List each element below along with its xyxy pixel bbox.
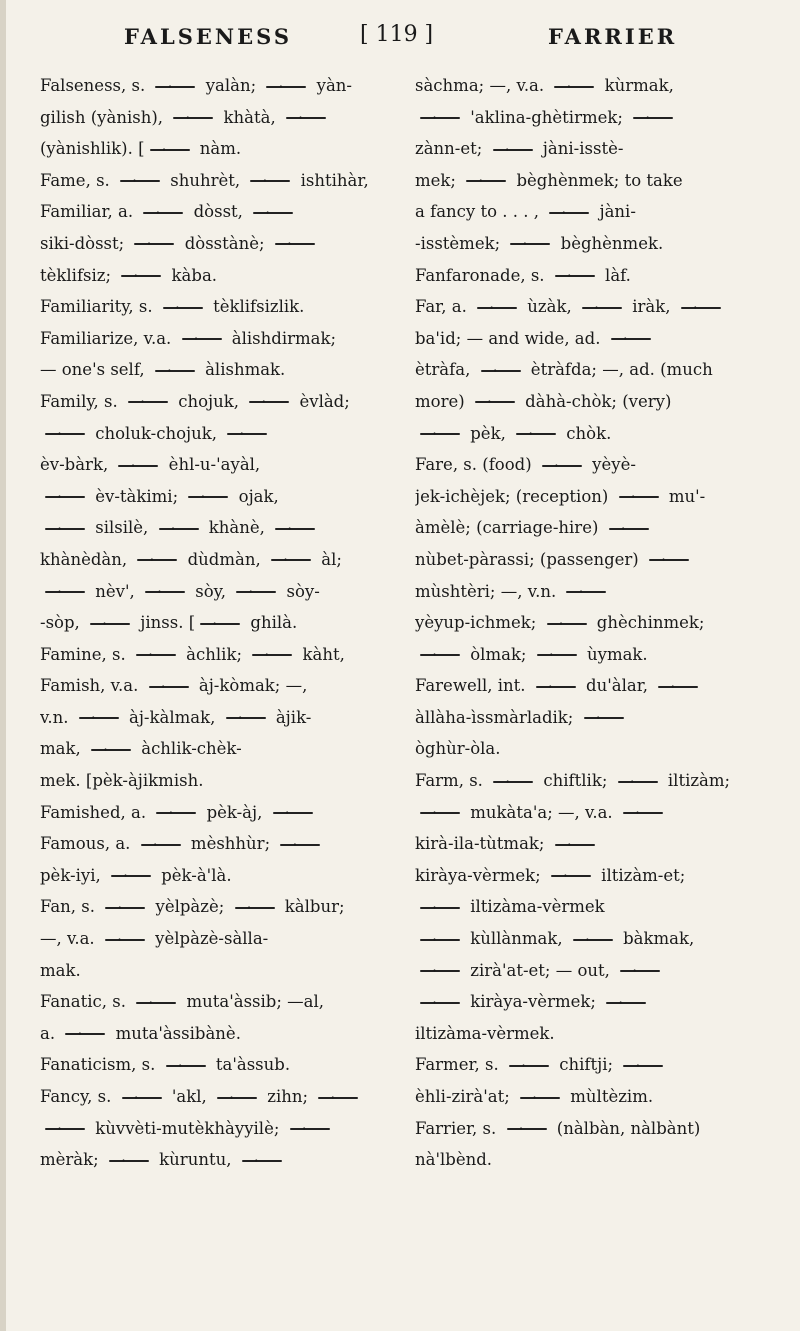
page-number: [ 119 ]	[360, 22, 434, 47]
arabic-script-word	[418, 649, 462, 661]
arabic-script-word	[616, 776, 660, 788]
dictionary-line: · nèv', · sòy, · sòy-	[40, 576, 378, 608]
dictionary-line: jek-ichèjek; (reception) · mu'-	[415, 481, 757, 513]
dictionary-line: Fancy, s. · 'akl, · zihn; ·	[40, 1081, 378, 1113]
arabic-script-word	[271, 807, 315, 819]
arabic-script-word	[609, 333, 653, 345]
arabic-script-word	[153, 81, 197, 93]
arabic-script-word	[116, 460, 160, 472]
dictionary-line: siki-dòsst; · dòsstànè; ·	[40, 228, 378, 260]
dictionary-line: mek; · bèghènmek; to take	[415, 165, 757, 197]
dictionary-line: Farmer, s. · chiftji; ·	[415, 1049, 757, 1081]
arabic-script-word	[43, 428, 87, 440]
arabic-script-word	[278, 839, 322, 851]
arabic-script-word	[547, 207, 591, 219]
dictionary-line: more) · dàhà-chòk; (very)	[415, 386, 757, 418]
left-column	[40, 70, 378, 1176]
arabic-script-word	[233, 902, 277, 914]
arabic-script-word	[250, 649, 294, 661]
arabic-script-word	[491, 144, 535, 156]
dictionary-line: èv-bàrk, · èhl-u-'ayàl,	[40, 449, 378, 481]
dictionary-line: àmèlè; (carriage-hire) ·	[415, 512, 757, 544]
arabic-script-word	[134, 649, 178, 661]
arabic-script-word	[157, 523, 201, 535]
arabic-script-word	[656, 681, 700, 693]
arabic-script-word	[553, 270, 597, 282]
arabic-script-word	[107, 1155, 151, 1167]
dictionary-line: Farm, s. · chiftlik; · iltizàm;	[415, 765, 757, 797]
right-column	[415, 70, 757, 1176]
dictionary-line: · kùllànmak, · bàkmak,	[415, 923, 757, 955]
dictionary-line: iltizàma-vèrmek.	[415, 1023, 555, 1043]
arabic-script-word	[580, 302, 624, 314]
arabic-script-word	[316, 1092, 360, 1104]
dictionary-line: · choluk-chojuk, ·	[40, 418, 378, 450]
dictionary-line: · òlmak; · ùymak.	[415, 639, 757, 671]
dictionary-line: v.n. · àj-kàlmak, · àjik-	[40, 702, 378, 734]
arabic-script-word	[631, 112, 675, 124]
arabic-script-word	[273, 238, 317, 250]
arabic-script-word	[564, 586, 608, 598]
dictionary-line: àllàha-ìssmàrladik; ·	[415, 702, 757, 734]
dictionary-line: Falseness, s. · yalàn; · yàn-	[40, 70, 378, 102]
arabic-script-word	[418, 965, 462, 977]
dictionary-line: —, v.a. · yèlpàzè-sàlla-	[40, 923, 378, 955]
arabic-script-word	[119, 270, 163, 282]
arabic-script-word	[247, 396, 291, 408]
dictionary-line: sàchma; —, v.a. · kùrmak,	[415, 70, 757, 102]
dictionary-line: mak, · àchlik-chèk-	[40, 733, 378, 765]
dictionary-line: kirà-ila-tùtmak; ·	[415, 828, 757, 860]
dictionary-line: · èv-tàkimi; · ojak,	[40, 481, 378, 513]
dictionary-line: · 'aklina-ghètirmek; ·	[415, 102, 757, 134]
arabic-script-word	[464, 175, 508, 187]
dictionary-line: èhli-zirà'at; · mùltèzim.	[415, 1081, 757, 1113]
arabic-script-word	[251, 207, 295, 219]
arabic-script-word	[418, 902, 462, 914]
arabic-script-word	[514, 428, 558, 440]
arabic-script-word	[43, 1123, 87, 1135]
dictionary-line: · silsilè, · khànè, ·	[40, 512, 378, 544]
arabic-script-word	[153, 365, 197, 377]
dictionary-line: Familiar, a. · dòsst, ·	[40, 196, 378, 228]
arabic-script-word	[171, 112, 215, 124]
arabic-script-word	[505, 1123, 549, 1135]
arabic-script-word	[607, 523, 651, 535]
arabic-script-word	[618, 965, 662, 977]
arabic-script-word	[154, 807, 198, 819]
arabic-script-word	[621, 1060, 665, 1072]
arabic-script-word	[284, 112, 328, 124]
arabic-script-word	[535, 649, 579, 661]
header-left-word: FALSENESS	[124, 24, 292, 49]
dictionary-line: ètràfa, · ètràfda; —, ad. (much	[415, 354, 757, 386]
dictionary-line: — one's self, · àlishmak.	[40, 354, 378, 386]
arabic-script-word	[109, 870, 153, 882]
arabic-script-word	[224, 712, 268, 724]
dictionary-line: mek. [pèk-àjikmish.	[40, 771, 204, 791]
arabic-script-word	[507, 1060, 551, 1072]
dictionary-line: · kùvvèti-mutèkhàyyilè; ·	[40, 1113, 378, 1145]
dictionary-line: mùshtèri; —, v.n. ·	[415, 576, 757, 608]
dictionary-line: mak.	[40, 960, 81, 980]
dictionary-line: ba'id; — and wide, ad. ·	[415, 323, 757, 355]
arabic-script-word	[225, 428, 269, 440]
arabic-script-word	[186, 491, 230, 503]
dictionary-line: Familiarity, s. · tèklifsizlik.	[40, 291, 378, 323]
arabic-script-word	[77, 712, 121, 724]
dictionary-line: gilish (yànish), · khàtà, ·	[40, 102, 378, 134]
arabic-script-word	[604, 997, 648, 1009]
arabic-script-word	[553, 839, 597, 851]
arabic-script-word	[418, 997, 462, 1009]
dictionary-line: Far, a. · ùzàk, · iràk, ·	[415, 291, 757, 323]
arabic-script-word	[148, 144, 192, 156]
dictionary-line: · kiràya-vèrmek; ·	[415, 986, 757, 1018]
arabic-script-word	[43, 586, 87, 598]
arabic-script-word	[518, 1092, 562, 1104]
arabic-script-word	[147, 681, 191, 693]
arabic-script-word	[43, 523, 87, 535]
arabic-script-word	[475, 302, 519, 314]
page-edge	[0, 0, 6, 1331]
arabic-script-word	[161, 302, 205, 314]
arabic-script-word	[234, 586, 278, 598]
arabic-script-word	[418, 112, 462, 124]
arabic-script-word	[552, 81, 596, 93]
dictionary-line: Farewell, int. · du'àlar, ·	[415, 670, 757, 702]
arabic-script-word	[134, 997, 178, 1009]
dictionary-line: · zirà'at-et; — out, ·	[415, 955, 757, 987]
dictionary-line: · mukàta'a; —, v.a. ·	[415, 797, 757, 829]
arabic-script-word	[132, 238, 176, 250]
dictionary-line: Familiarize, v.a. · àlishdirmak;	[40, 323, 378, 355]
dictionary-line: Famished, a. · pèk-àj, ·	[40, 797, 378, 829]
dictionary-line: Famine, s. · àchlik; · kàht,	[40, 639, 378, 671]
arabic-script-word	[120, 1092, 164, 1104]
arabic-script-word	[215, 1092, 259, 1104]
dictionary-line: -sòp, · jinss. [· ghilà.	[40, 607, 378, 639]
dictionary-line: yèyup-ichmek; · ghèchinmek;	[415, 607, 757, 639]
arabic-script-word	[418, 934, 462, 946]
arabic-script-word	[89, 744, 133, 756]
dictionary-line: kiràya-vèrmek; · iltizàm-et;	[415, 860, 757, 892]
dictionary-line: khànèdàn, · dùdmàn, · àl;	[40, 544, 378, 576]
arabic-script-word	[679, 302, 723, 314]
arabic-script-word	[545, 618, 589, 630]
arabic-script-word	[491, 776, 535, 788]
dictionary-line: (yànishlik). [· nàm.	[40, 133, 378, 165]
arabic-script-word	[135, 554, 179, 566]
arabic-script-word	[264, 81, 308, 93]
dictionary-line: tèklifsiz; · kàba.	[40, 260, 378, 292]
dictionary-line: Fare, s. (food) · yèyè-	[415, 449, 757, 481]
arabic-script-word	[273, 523, 317, 535]
arabic-script-word	[571, 934, 615, 946]
header-right-word: FARRIER	[548, 24, 678, 49]
dictionary-line: òghùr-òla.	[415, 739, 501, 759]
arabic-script-word	[617, 491, 661, 503]
dictionary-line: nà'lbènd.	[415, 1150, 493, 1170]
dictionary-line: · iltizàma-vèrmek	[415, 891, 757, 923]
arabic-script-word	[582, 712, 626, 724]
dictionary-line: · pèk, · chòk.	[415, 418, 757, 450]
arabic-script-word	[180, 333, 224, 345]
arabic-script-word	[647, 554, 691, 566]
dictionary-line: Fanfaronade, s. · làf.	[415, 260, 757, 292]
arabic-script-word	[118, 175, 162, 187]
dictionary-line: Fanatic, s. · muta'àssib; —al,	[40, 986, 378, 1018]
arabic-script-word	[139, 839, 183, 851]
arabic-script-word	[248, 175, 292, 187]
arabic-script-word	[473, 396, 517, 408]
dictionary-line: mèràk; · kùruntu, ·	[40, 1144, 378, 1176]
arabic-script-word	[549, 870, 593, 882]
dictionary-line: Famous, a. · mèshhùr; ·	[40, 828, 378, 860]
arabic-script-word	[621, 807, 665, 819]
arabic-script-word	[418, 428, 462, 440]
arabic-script-word	[43, 491, 87, 503]
arabic-script-word	[63, 1028, 107, 1040]
arabic-script-word	[540, 460, 584, 472]
dictionary-line: Family, s. · chojuk, · èvlàd;	[40, 386, 378, 418]
dictionary-line: zànn-et; · jàni-isstè-	[415, 133, 757, 165]
arabic-script-word	[141, 207, 185, 219]
arabic-script-word	[534, 681, 578, 693]
dictionary-line: Fan, s. · yèlpàzè; · kàlbur;	[40, 891, 378, 923]
dictionary-line: a fancy to . . . , · jàni-	[415, 196, 757, 228]
dictionary-line: Famish, v.a. · àj-kòmak; —,	[40, 670, 378, 702]
dictionary-line: -isstèmek; · bèghènmek.	[415, 228, 757, 260]
dictionary-line: pèk-iyi, · pèk-à'là.	[40, 860, 378, 892]
arabic-script-word	[126, 396, 170, 408]
dictionary-line: Fame, s. · shuhrèt, · ishtihàr,	[40, 165, 378, 197]
arabic-script-word	[508, 238, 552, 250]
dictionary-line: Fanaticism, s. · ta'àssub.	[40, 1049, 378, 1081]
arabic-script-word	[269, 554, 313, 566]
arabic-script-word	[240, 1155, 284, 1167]
arabic-script-word	[288, 1123, 332, 1135]
dictionary-line: Farrier, s. · (nàlbàn, nàlbànt)	[415, 1113, 757, 1145]
arabic-script-word	[198, 618, 242, 630]
dictionary-line: nùbet-pàrassi; (passenger) ·	[415, 544, 757, 576]
arabic-script-word	[418, 807, 462, 819]
arabic-script-word	[164, 1060, 208, 1072]
arabic-script-word	[103, 934, 147, 946]
arabic-script-word	[103, 902, 147, 914]
running-header	[0, 0, 800, 64]
arabic-script-word	[479, 365, 523, 377]
arabic-script-word	[143, 586, 187, 598]
arabic-script-word	[88, 618, 132, 630]
dictionary-line: a. · muta'àssibànè.	[40, 1018, 378, 1050]
